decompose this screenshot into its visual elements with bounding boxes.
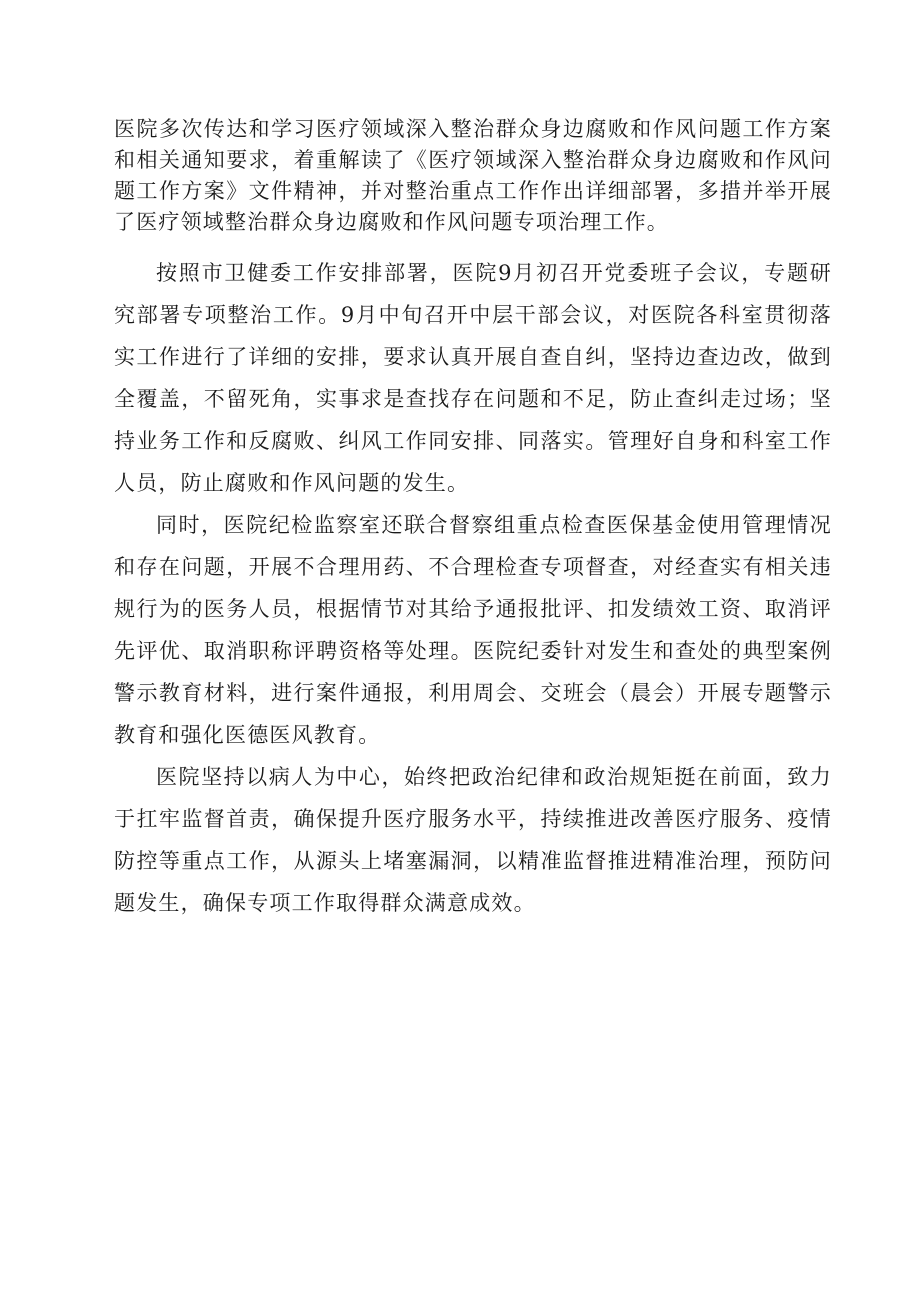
paragraph-4: 医院坚持以病人为中心，始终把政治纪律和政治规矩挺在前面，致力于扛牢监督首责，确保提升医疗服务水平，持续推进改善医疗服务、疫情防控等重点工作，从源头上堵塞漏洞，以精准监督推进精准治理，预防问题发生，确保专项工作取得群众满意成效。 bbox=[114, 765, 832, 915]
paragraph-2: 按照市卫健委工作安排部署，医院9月初召开党委班子会议，专题研究部署专项整治工作。9月中旬召开中层干部会议，对医院各科室贯彻落实工作进行了详细的安排，要求认真开展自查自纠，坚持边查边改，做到全覆盖，不留死角，实事求是查找存在问题和不足，防止查纠走过场；坚持业务工作和反腐败、纠风工作同安排、同落实。管理好自身和科室工作人员，防止腐败和作风问题的发生。 bbox=[114, 261, 832, 495]
paragraph-1: 医院多次传达和学习医疗领域深入整治群众身边腐败和作风问题工作方案和相关通知要求，着重解读了《医疗领域深入整治群众身边腐败和作风问题工作方案》文件精神，并对整治重点工作作出详细部署，多措并举开展了医疗领域整治群众身边腐败和作风问题专项治理工作。 bbox=[114, 117, 832, 234]
paragraph-3: 同时，医院纪检监察室还联合督察组重点检查医保基金使用管理情况和存在问题，开展不合理用药、不合理检查专项督查，对经查实有相关违规行为的医务人员，根据情节对其给予通报批评、扣发绩效工资、取消评先评优、取消职称评聘资格等处理。医院纪委针对发生和查处的典型案例警示教育材料，进行案件通报，利用周会、交班会（晨会）开展专题警示教育和强化医德医风教育。 bbox=[114, 513, 832, 747]
document-body bbox=[114, 114, 832, 924]
